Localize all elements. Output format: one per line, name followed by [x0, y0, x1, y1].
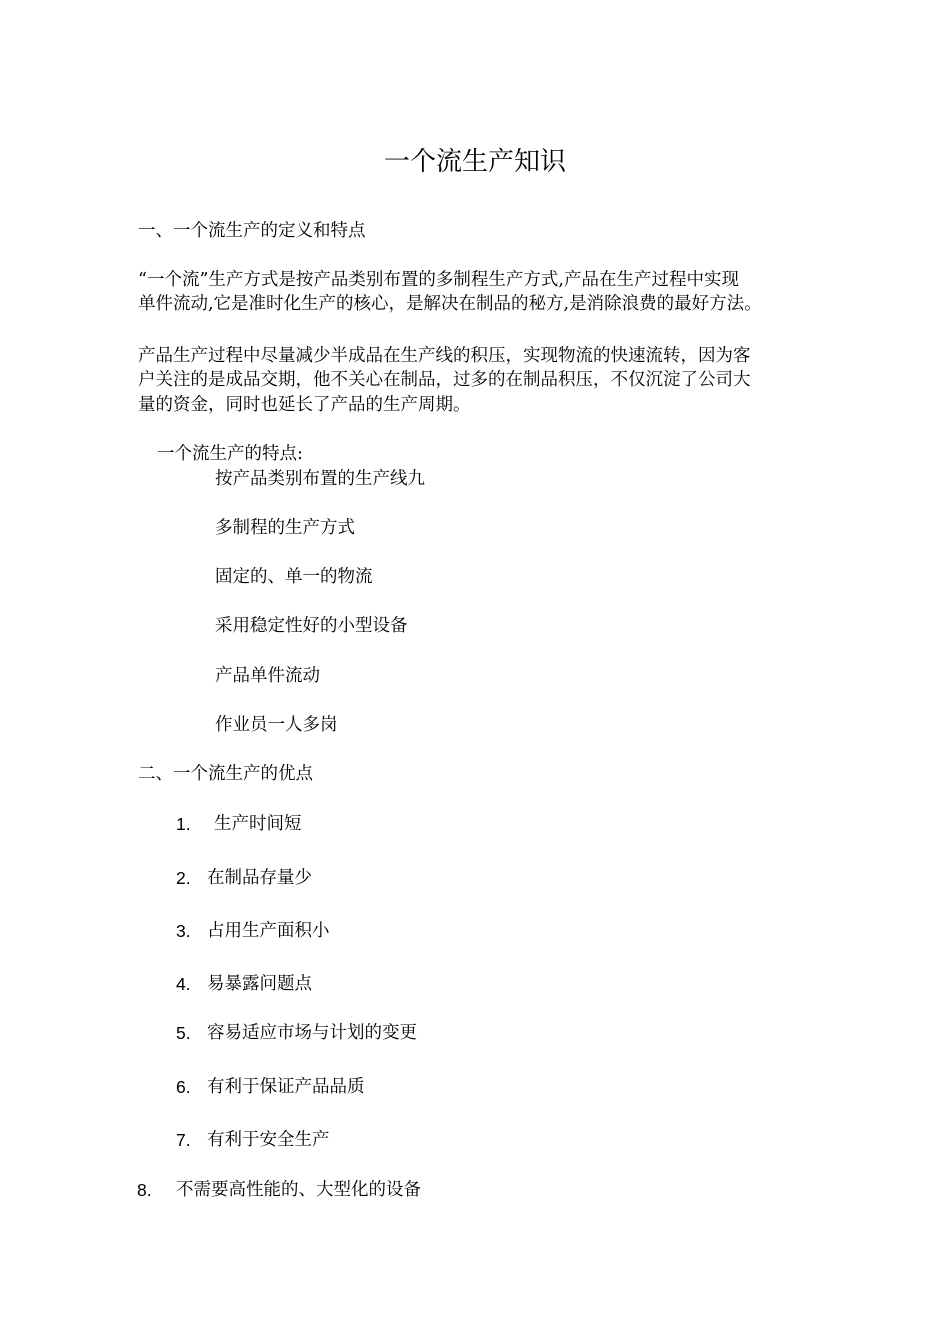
- advantage-text: 容易适应市场与计划的变更: [207, 1023, 417, 1043]
- advantage-text: 有利于安全生产: [207, 1130, 330, 1150]
- paragraph2-line2: 户关注的是成品交期，他不关心在制品，过多的在制品积压，不仅沉淀了公司大: [138, 370, 751, 390]
- feature-item: 多制程的生产方式: [215, 518, 355, 538]
- paragraph2-line3: 量的资金，同时也延长了产品的生产周期。: [138, 395, 471, 415]
- document-title: 一个流生产知识: [383, 147, 566, 177]
- feature-item: 固定的、单一的物流: [215, 567, 373, 587]
- advantage-number: 3.: [176, 921, 191, 941]
- paragraph1-line2: 单件流动,它是准时化生产的核心，是解决在制品的秘方,是消除浪费的最好方法。: [138, 294, 762, 314]
- advantage-number: 8.: [137, 1180, 152, 1200]
- feature-item: 产品单件流动: [215, 666, 320, 686]
- paragraph2-line1: 产品生产过程中尽量减少半成品在生产线的积压，实现物流的快速流转，因为客: [138, 346, 751, 366]
- feature-item: 采用稳定性好的小型设备: [215, 616, 408, 636]
- advantage-text: 有利于保证产品品质: [207, 1077, 365, 1097]
- advantage-number: 7.: [176, 1130, 191, 1150]
- advantage-number: 2.: [176, 868, 191, 888]
- section1-heading: 一、一个流生产的定义和特点: [138, 221, 366, 241]
- paragraph1-line1: “一个流”生产方式是按产品类别布置的多制程生产方式,产品在生产过程中实现: [138, 270, 739, 290]
- advantage-text: 不需要高性能的、大型化的设备: [176, 1180, 421, 1200]
- advantage-text: 占用生产面积小: [207, 921, 330, 941]
- advantage-text: 生产时间短: [214, 814, 302, 834]
- advantage-text: 在制品存量少: [207, 868, 312, 888]
- advantage-number: 6.: [176, 1077, 191, 1097]
- features-label: 一个流生产的特点:: [157, 444, 303, 464]
- advantage-number: 4.: [176, 974, 191, 994]
- advantage-number: 5.: [176, 1023, 191, 1043]
- feature-item: 按产品类别布置的生产线九: [215, 469, 425, 489]
- advantage-number: 1.: [176, 814, 191, 834]
- section2-heading: 二、一个流生产的优点: [138, 764, 313, 784]
- feature-item: 作业员一人多岗: [215, 715, 338, 735]
- advantage-text: 易暴露问题点: [207, 974, 312, 994]
